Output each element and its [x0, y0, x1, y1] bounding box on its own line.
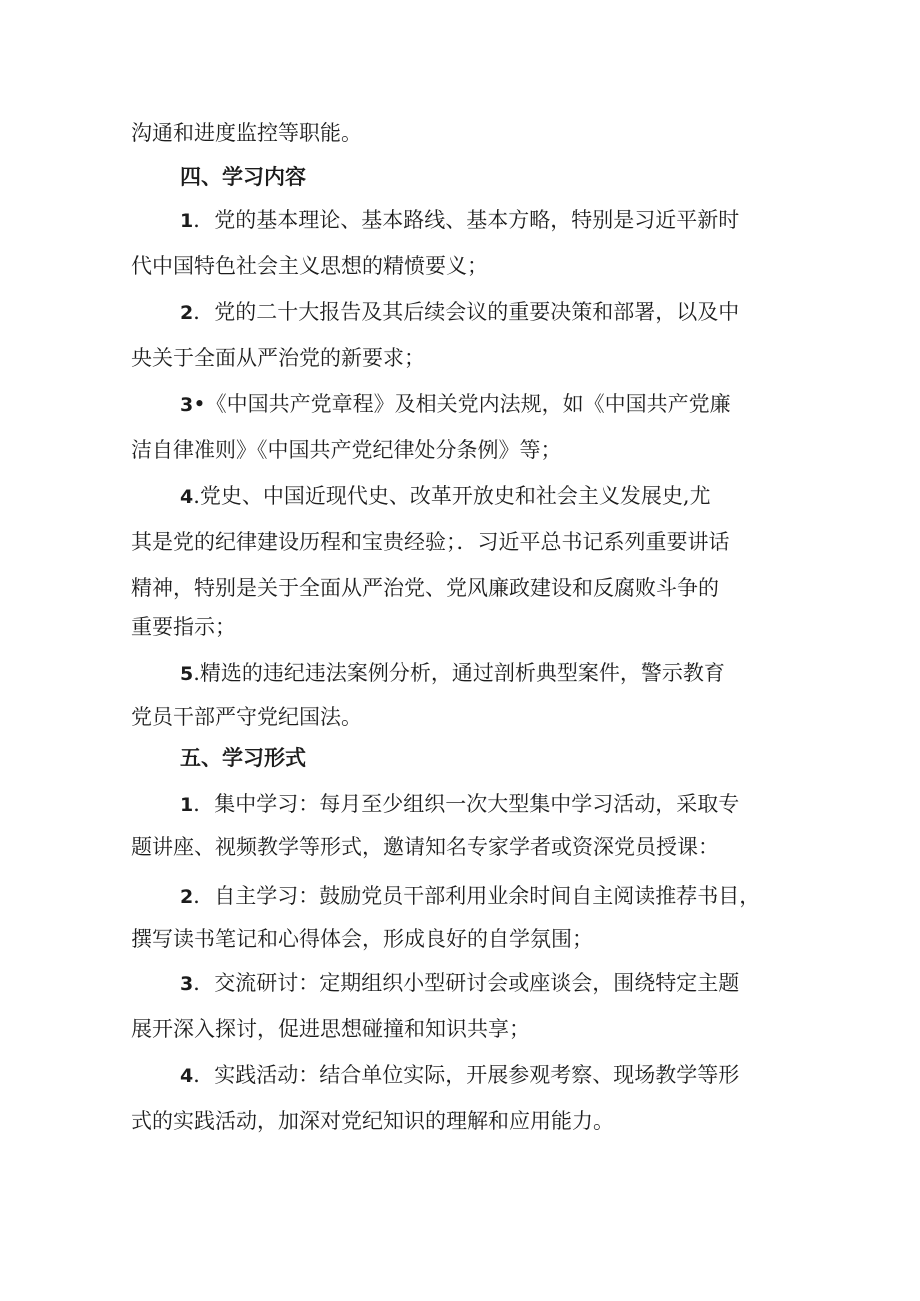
list-item-number: 2	[180, 886, 194, 908]
list-item-text: ．党的二十大报告及其后续会议的重要决策和部署，以及中	[193, 300, 740, 324]
list-item-text: ．党的基本理论、基本路线、基本方略，特别是习近平新时	[193, 208, 740, 232]
paragraph-line: 展开深入探讨，促进思想碰撞和知识共享；	[131, 1017, 530, 1041]
paragraph-line: 其是党的纪律建设历程和宝贵经验；．习近平总书记系列重要讲话	[131, 530, 730, 554]
list-item-text: ．实践活动：结合单位实际，开展参观考察、现场教学等形	[193, 1063, 740, 1087]
list-item-text: ．自主学习：鼓励党员干部利用业余时间自主阅读推荐书目，	[193, 884, 761, 908]
list-item-format-3	[180, 963, 739, 1003]
section-heading-study-content: 四、学习内容	[180, 165, 306, 189]
paragraph-line: 重要指示；	[131, 615, 236, 639]
list-item-number: 4	[180, 1065, 194, 1087]
paragraph-line: 洁自律准则》《中国共产党纪律处分条例》等；	[131, 438, 562, 462]
paragraph-line: 撰写读书笔记和心得体会，形成良好的自学氛围；	[131, 927, 593, 951]
paragraph-line: 党员干部严守党纪国法。	[131, 705, 362, 729]
list-item-format-2	[180, 876, 760, 916]
list-item-text: ．集中学习：每月至少组织一次大型集中学习活动，采取专	[193, 792, 740, 816]
list-item-text: ．交流研讨：定期组织小型研讨会或座谈会，围绕特定主题	[193, 971, 740, 995]
list-item-text: .精选的违纪违法案例分析，通过剖析典型案件，警示教育	[193, 661, 725, 685]
list-item-number: 1	[180, 794, 194, 816]
list-item-format-1	[180, 784, 739, 824]
list-item-text: •《中国共产党章程》及相关党内法规，如《中国共产党廉	[193, 392, 731, 416]
paragraph-line: 精神，特别是关于全面从严治党、党风廉政建设和反腐败斗争的	[131, 576, 719, 600]
list-item-number: 2	[180, 302, 194, 324]
section-heading-study-format: 五、学习形式	[180, 746, 306, 770]
list-item-text: .党史、中国近现代史、改革开放史和社会主义发展史,尤	[193, 484, 711, 508]
list-item-content-1	[180, 200, 739, 240]
paragraph-line: 沟通和进度监控等职能。	[131, 121, 362, 145]
list-item-content-5	[180, 653, 725, 693]
paragraph-line: 代中国特色社会主义思想的精愤要义；	[131, 254, 488, 278]
list-item-number: 3	[180, 973, 194, 995]
list-item-number: 5	[180, 663, 194, 685]
list-item-content-4	[180, 476, 711, 516]
paragraph-line: 式的实践活动，加深对党纪知识的理解和应用能力。	[131, 1109, 614, 1133]
paragraph-line: 央关于全面从严治党的新要求；	[131, 346, 425, 370]
paragraph-line: 题讲座、视频教学等形式，邀请知名专家学者或资深党员授课：	[131, 835, 719, 859]
list-item-content-3	[180, 384, 731, 424]
list-item-content-2	[180, 292, 739, 332]
list-item-number: 4	[180, 486, 194, 508]
list-item-number: 3	[180, 394, 194, 416]
list-item-number: 1	[180, 210, 194, 232]
list-item-format-4	[180, 1055, 739, 1095]
